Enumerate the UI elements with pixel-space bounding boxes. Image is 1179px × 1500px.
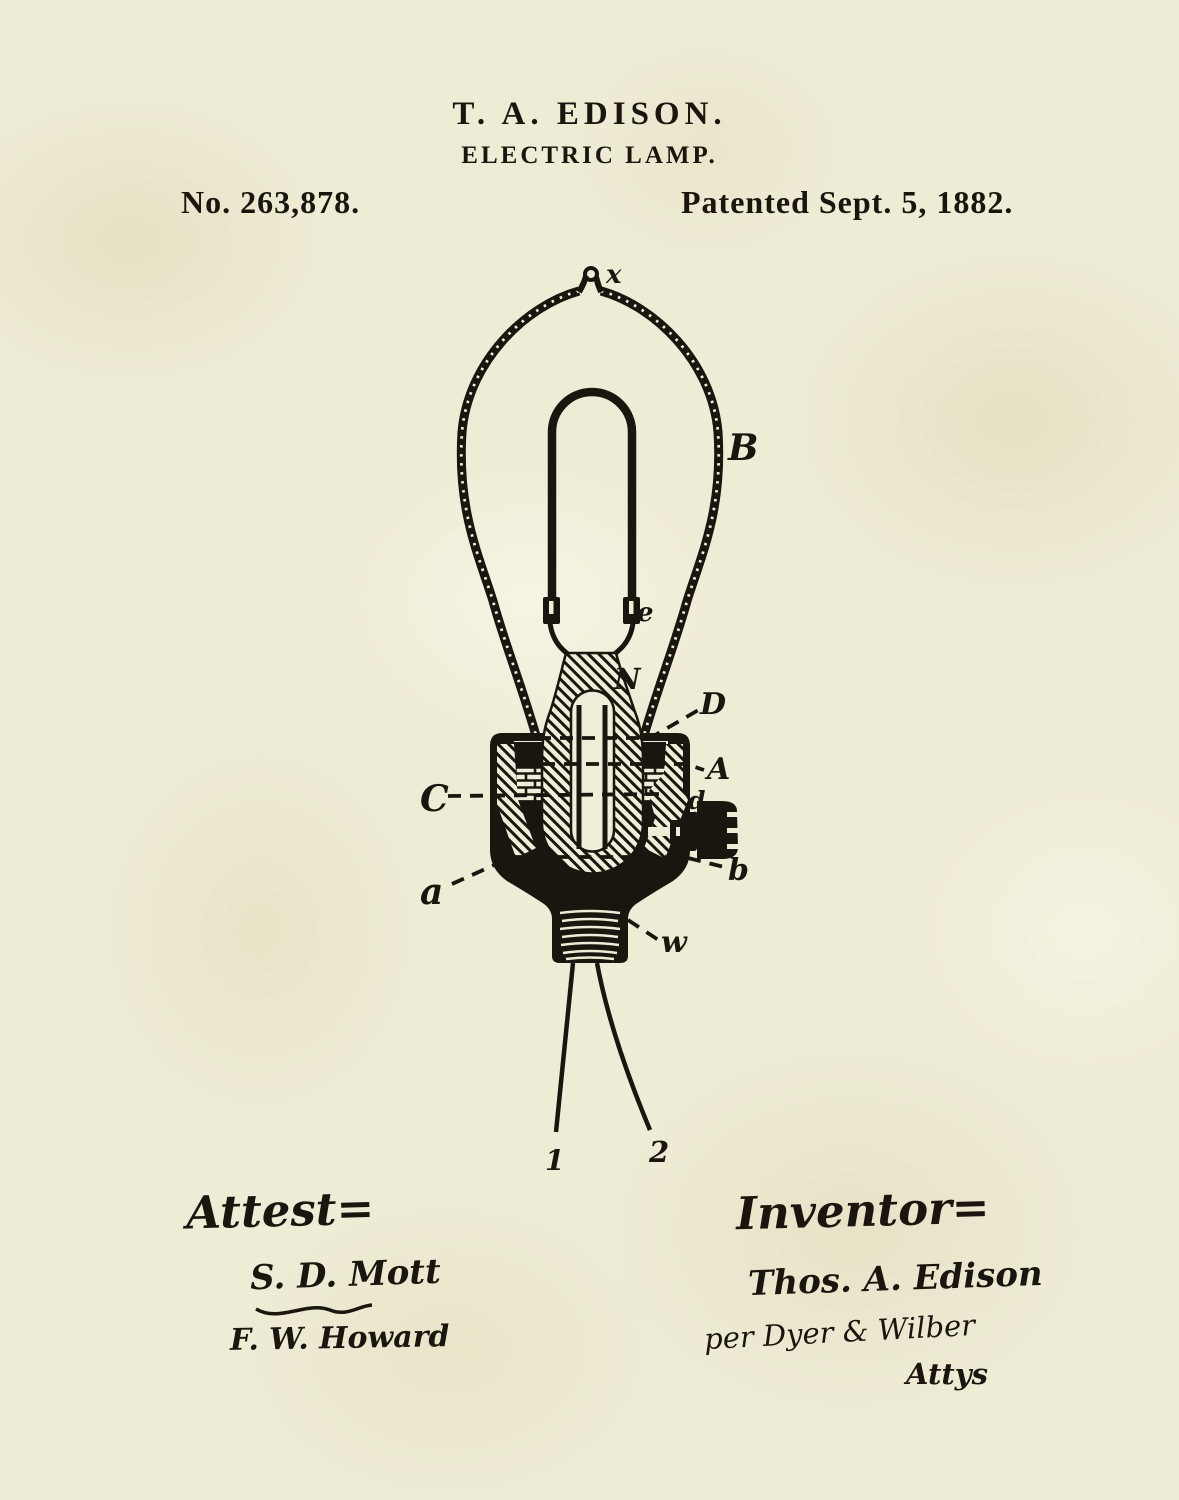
bulb-tip-curl [585, 268, 597, 280]
thumbscrew-knurl-2 [727, 828, 742, 833]
leader-w [628, 920, 660, 941]
filament-clamp-right-slot [629, 601, 634, 614]
thumbscrew-knurl-3 [727, 844, 740, 849]
patent-inventor-name: T. A. EDISON. [452, 96, 727, 132]
inventor-heading: Inventor= [735, 1180, 991, 1241]
part-label-B: B [728, 427, 759, 469]
signature-flourish [256, 1305, 372, 1314]
part-label-d: d [688, 786, 706, 815]
wire-2 [597, 963, 650, 1130]
part-label-b: b [728, 853, 749, 888]
thumbscrew-knurl-1 [727, 812, 740, 817]
part-label-D: D [700, 687, 727, 722]
thumbscrew-shaft-tick [676, 827, 680, 836]
attorney-title: Attys [906, 1357, 988, 1391]
wire-1 [556, 963, 573, 1132]
part-label-w: w [661, 925, 687, 960]
thumbscrew-flange [687, 812, 697, 851]
attest-witness-signature-1: S. D. Mott [249, 1251, 442, 1299]
attest-witness-signature-2: F. W. Howard [229, 1319, 450, 1358]
filament-clamp-left-slot [549, 601, 554, 614]
thumbscrew-slot [648, 827, 670, 836]
wire-label-1: 1 [545, 1144, 565, 1177]
patent-date: Patented Sept. 5, 1882. [681, 184, 1014, 220]
filament-loop [543, 392, 640, 662]
attorney-signature: per Dyer & Wilber [703, 1307, 976, 1357]
part-label-C: C [420, 778, 449, 820]
patent-title: ELECTRIC LAMP. [461, 142, 718, 169]
patent-number: No. 263,878. [181, 184, 361, 220]
part-label-a: a [420, 871, 444, 913]
part-label-A: A [707, 752, 731, 787]
part-label-x: x [606, 260, 622, 290]
attest-heading: Attest= [185, 1181, 375, 1240]
part-label-e: e [637, 598, 654, 628]
wire-label-2: 2 [649, 1135, 670, 1169]
lead-out-wires [556, 963, 650, 1132]
filament-hairpin [552, 392, 632, 610]
inventor-signature: Thos. A. Edison [747, 1253, 1044, 1305]
part-label-N: N [614, 662, 641, 696]
